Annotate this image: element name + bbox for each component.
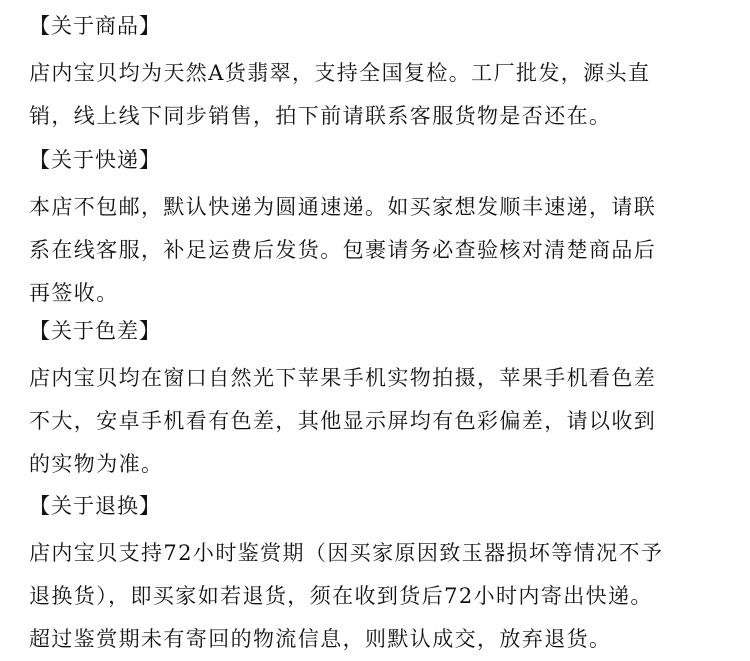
section-heading: 【关于退换】 [29, 494, 161, 518]
text-line: 的实物为准。 [29, 452, 164, 476]
section-about-shipping [29, 148, 729, 315]
section-body [29, 532, 729, 661]
text-line: 店内宝贝支持72小时鉴赏期（因买家原因致玉器损坏等情况不予 [29, 541, 664, 565]
text-line: 退换货），即买家如若退货，须在收到货后72小时内寄出快递。 [29, 584, 653, 608]
section-heading: 【关于商品】 [29, 14, 161, 38]
text-line: 店内宝贝均在窗口自然光下苹果手机实物拍摄，苹果手机看色差 [29, 366, 657, 390]
section-body [29, 357, 729, 486]
section-heading: 【关于快递】 [29, 148, 161, 172]
text-line: 不大，安卓手机看有色差，其他显示屏均有色彩偏差，请以收到 [29, 409, 657, 433]
text-line: 超过鉴赏期未有寄回的物流信息，则默认成交，放弃退货。 [29, 627, 612, 651]
text-line: 系在线客服，补足运费后发货。包裹请务必查验核对清楚商品后 [29, 238, 657, 262]
section-heading: 【关于色差】 [29, 319, 161, 343]
text-line: 店内宝贝均为天然A货翡翠，支持全国复检。工厂批发，源头直 [29, 61, 651, 85]
section-body [29, 186, 729, 315]
section-about-returns [29, 494, 729, 661]
section-about-product [29, 14, 729, 138]
text-line: 本店不包邮，默认快递为圆通速递。如买家想发顺丰速递，请联 [29, 195, 657, 219]
text-line: 再签收。 [29, 281, 119, 305]
section-about-color-difference [29, 319, 729, 486]
text-line: 销，线上线下同步销售，拍下前请联系客服货物是否还在。 [29, 104, 612, 128]
section-body [29, 52, 729, 138]
